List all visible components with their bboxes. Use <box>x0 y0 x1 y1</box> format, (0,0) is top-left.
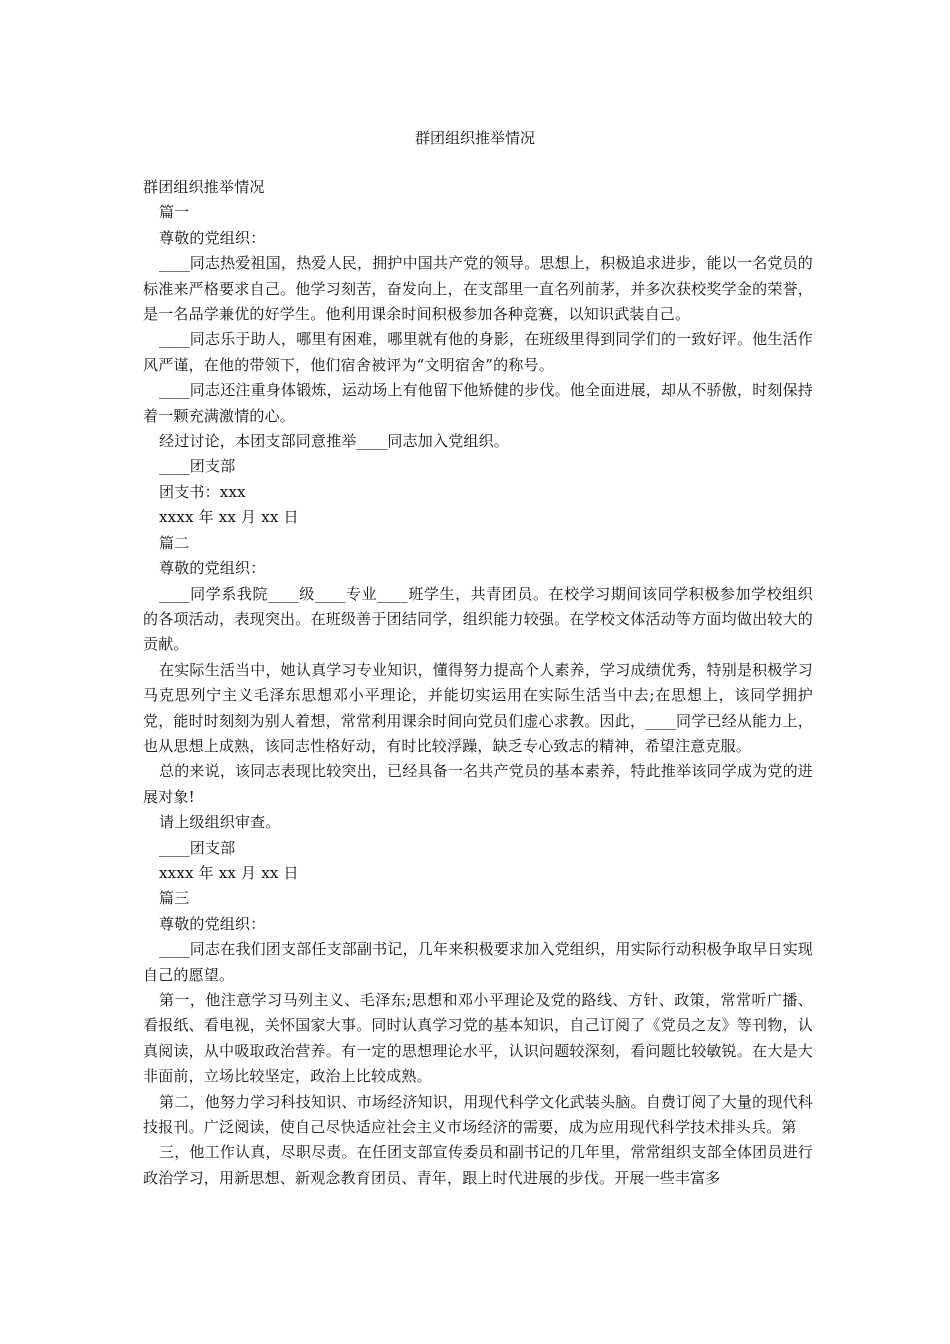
document-body <box>143 175 813 1191</box>
salutation-2: 尊敬的党组织： <box>159 559 266 578</box>
paragraph: 经过讨论，本团支部同意推举____同志加入党组织。 <box>159 432 510 451</box>
paragraph: 三，他工作认真，尽职尽责。在任团支部宣传委员和副书记的几年里，常常组织支部全体团员进行政治学习，用新思想、新观念教育团员、青年，跟上时代进展的步伐。开展一些丰富多 <box>143 1143 813 1187</box>
date-line-2: xxxx 年 xx 月 xx 日 <box>159 863 299 882</box>
paragraph: 第二，他努力学习科技知识、市场经济知识，用现代科学文化武装头脑。自费订阅了大量的现代科技报刊。广泛阅读，使自己尽快适应社会主义市场经济的需要，成为应用现代科学技术排头兵。第 <box>143 1092 813 1137</box>
paragraph: ____同志热爱祖国，热爱人民，拥护中国共产党的领导。思想上，积极追求进步，能以一名党员的标准来严格要求自己。他学习刻苦，奋发向上，在支部里一直名列前茅，并多次获校奖学金的荣誉，是一名品学兼优的好学生。他利用课余时间积极参加各种竞赛，以知识武装自己。 <box>143 254 814 324</box>
salutation-1: 尊敬的党组织： <box>159 228 266 247</box>
review-request: 请上级组织审查。 <box>159 813 281 832</box>
paragraph: 总的来说，该同志表现比较突出，已经具备一名共产党员的基本素养，特此推举该同学成为党的进展对象! <box>143 762 813 806</box>
section-heading-2: 篇二 <box>159 533 190 552</box>
org-signature-1: ____团支部 <box>159 457 236 476</box>
salutation-3: 尊敬的党组织： <box>159 914 266 933</box>
paragraph: ____同志在我们团支部任支部副书记，几年来积极要求加入党组织，用实际行动积极争取早日实现自己的愿望。 <box>143 940 814 984</box>
paragraph: 第一，他注意学习马列主义、毛泽东;思想和邓小平理论及党的路线、方针、政策，常常听广播、看报纸、看电视，关怀国家大事。同时认真学习党的基本知识，自己订阅了《党员之友》等刊物，认真阅读，从中吸取政治营养。有一定的思想理论水平，认识问题较深刻，看问题比较敏锐。在大是大非面前，立场比较坚定，政治上比较成熟。 <box>143 991 813 1086</box>
document-title: 群团组织推举情况 <box>414 129 535 147</box>
paragraph: ____同志还注重身体锻炼，运动场上有他留下他矫健的步伐。他全面进展，却从不骄傲，时刻保持着一颗充满激情的心。 <box>143 381 814 425</box>
paragraph: ____同志乐于助人，哪里有困难，哪里就有他的身影，在班级里得到同学们的一致好评。他生活作风严谨，在他的带领下，他们宿舍被评为“文明宿舍”的称号。 <box>143 330 814 374</box>
paragraph: 在实际生活当中，她认真学习专业知识，懂得努力提高个人素养，学习成绩优秀，特别是积极学习马克思列宁主义毛泽东思想邓小平理论，并能切实运用在实际生活当中去;在思想上，该同学拥护党，能时时刻刻为别人着想，常常利用课余时间向党员们虚心求教。因此，____同学已经从能力上，也从思想上成熟，该同志性格好动，有时比较浮躁，缺乏专心致志的精神，希望注意克服。 <box>143 660 813 755</box>
org-signature-2: ____团支部 <box>159 838 236 857</box>
date-line-1: xxxx 年 xx 月 xx 日 <box>159 508 299 527</box>
section-heading-1: 篇一 <box>159 203 190 222</box>
section-heading-3: 篇三 <box>159 889 190 908</box>
paragraph: ____同学系我院____级____专业____班学生，共青团员。在校学习期间该同学积极参加学校组织的各项活动，表现突出。在班级善于团结同学，组织能力较强。在学校文体活动等方面均做出较大的贡献。 <box>143 584 813 654</box>
document-subtitle: 群团组织推举情况 <box>143 178 265 196</box>
secretary-signature: 团支书：xxx <box>159 482 246 501</box>
